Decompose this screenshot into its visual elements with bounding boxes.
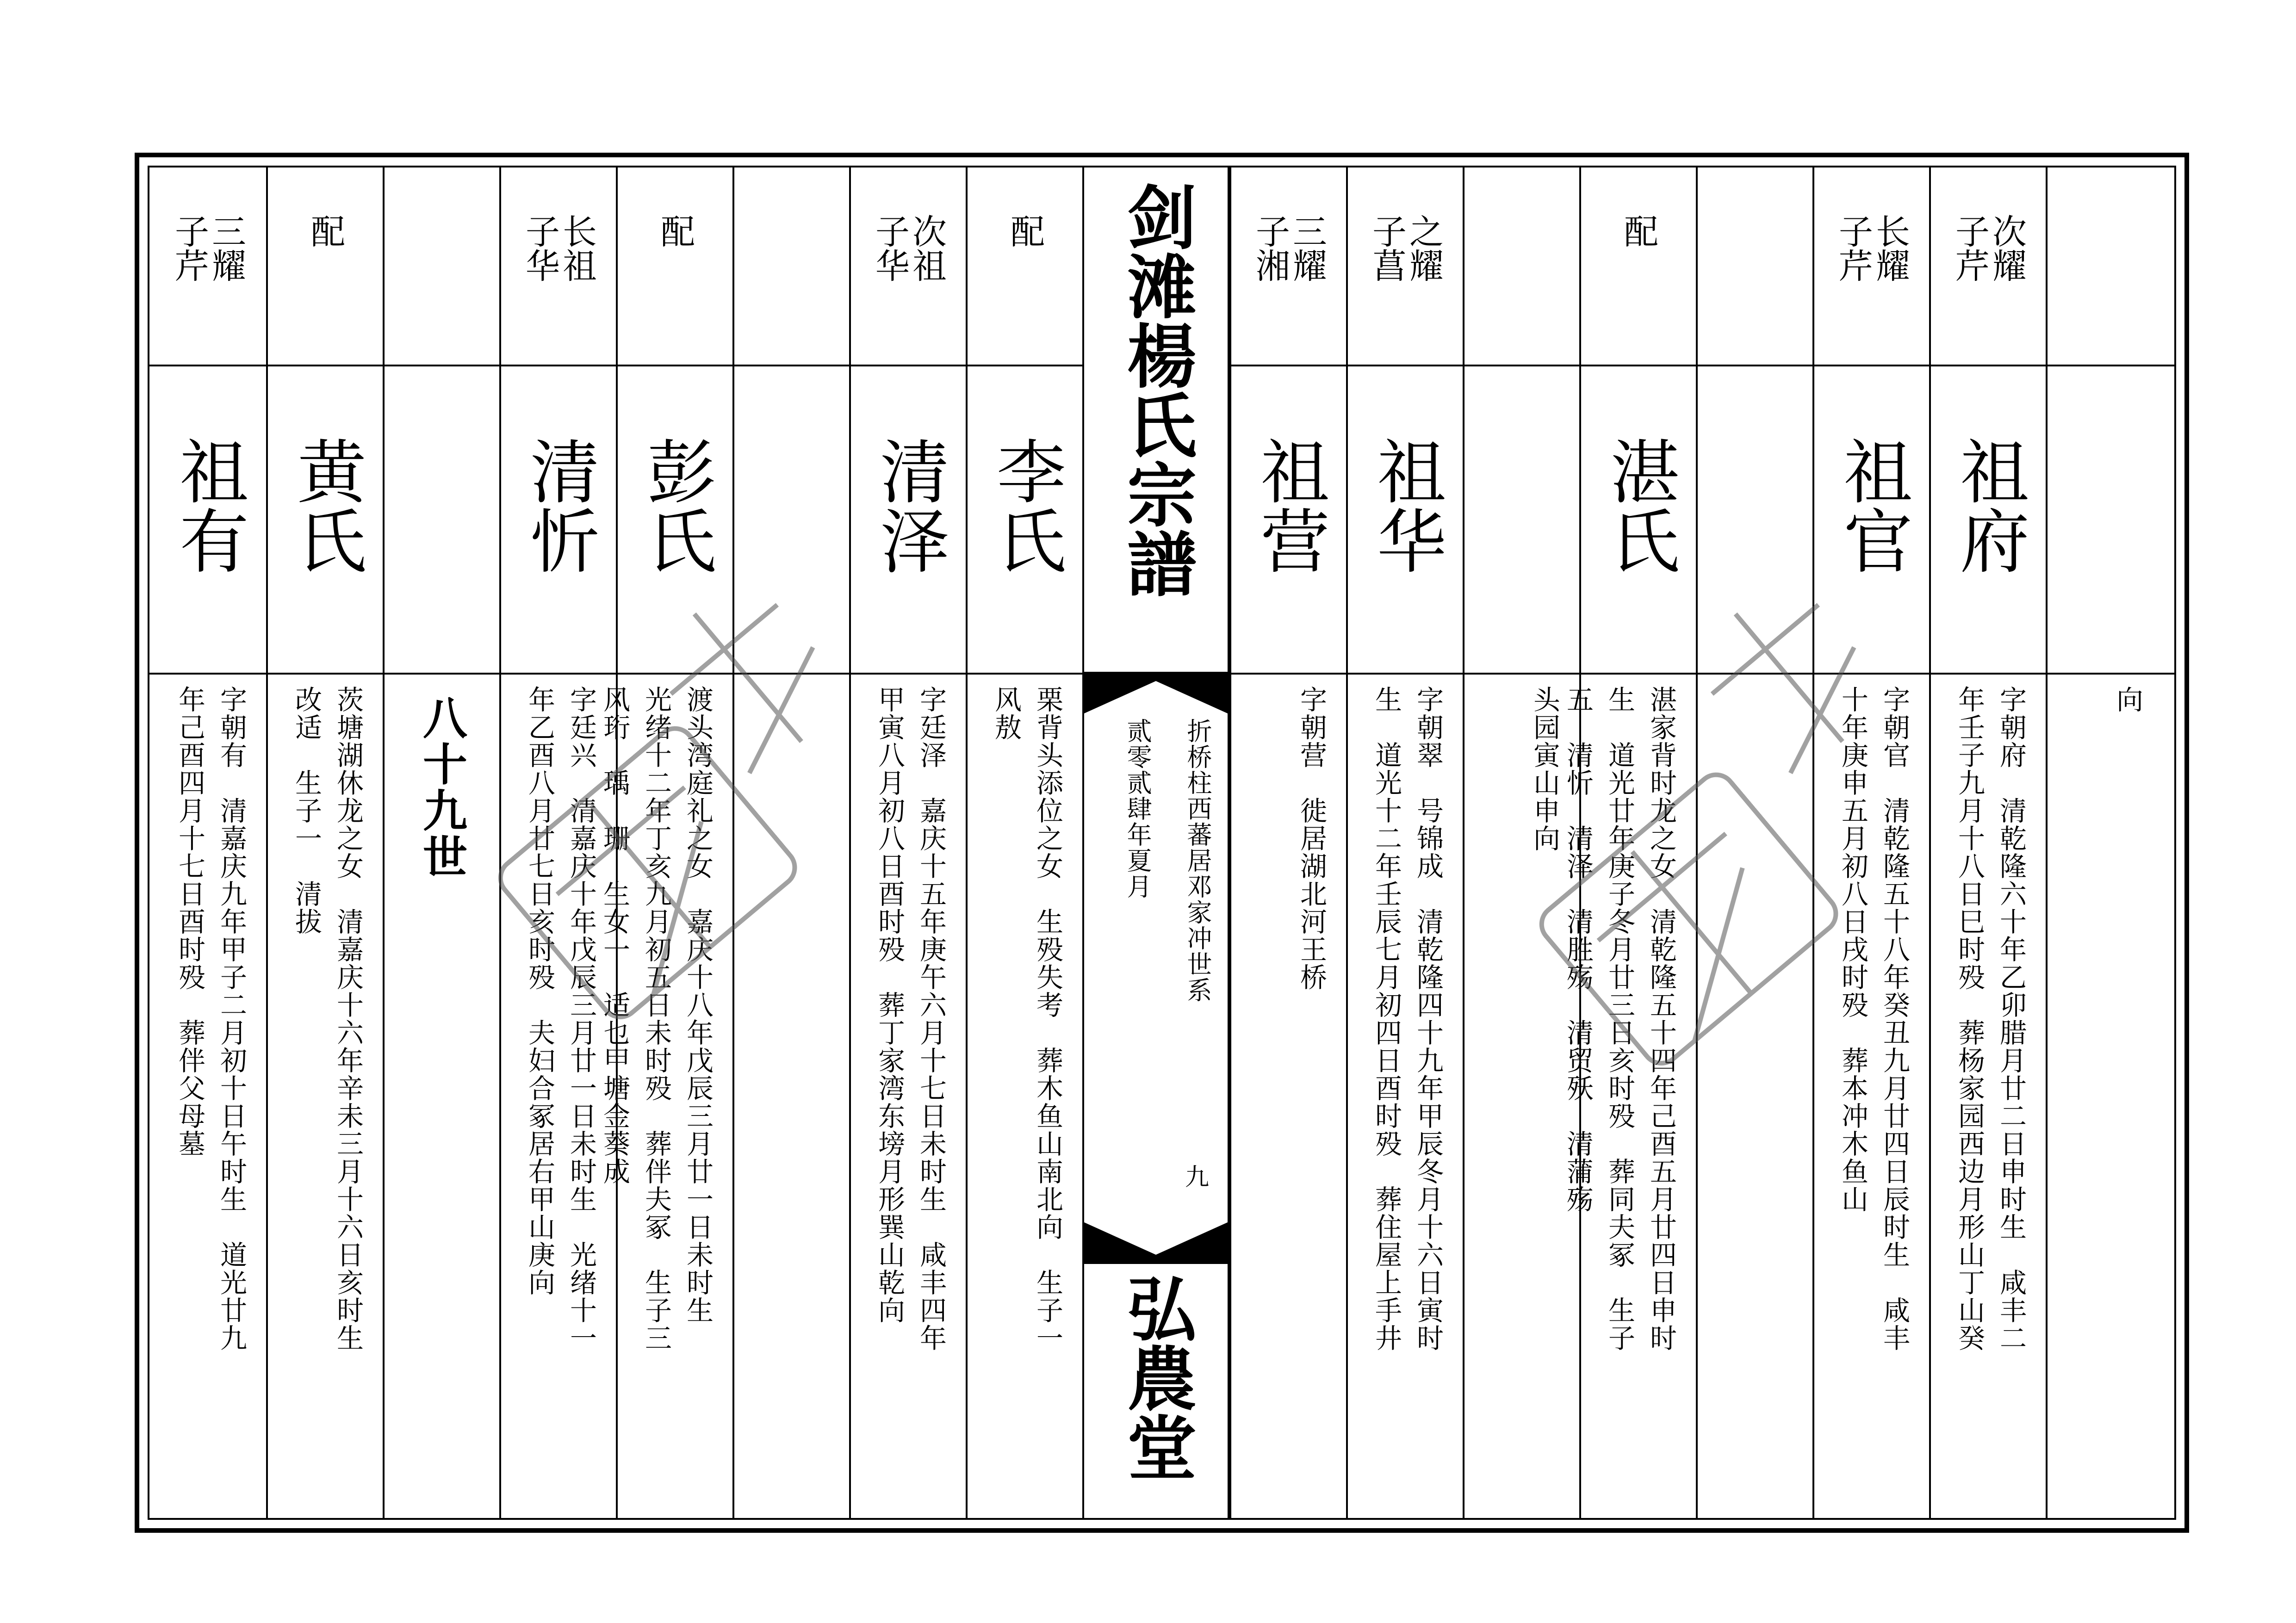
- person-details: 字廷泽 嘉庆十五年庚午六月十七日未时生 咸丰四年 甲寅八月初八日酉时殁 葬丁家湾东塝月形巽山乾向: [874, 686, 947, 1352]
- fish-tail-top-icon: [1084, 672, 1228, 713]
- book-spine: [1082, 167, 1229, 1518]
- person-name: 清忻: [518, 436, 599, 575]
- book-title: 剑滩楊氏宗譜: [1115, 181, 1197, 598]
- person-details: 字朝营 徙居湖北河王桥: [1296, 686, 1327, 991]
- relation-label: 次耀 子芹: [1950, 214, 2027, 282]
- relation-label: 配: [655, 214, 695, 248]
- hall-name: 弘農堂: [1115, 1273, 1197, 1481]
- person-name: 彭氏: [635, 436, 715, 575]
- person-details: 字朝官 清乾隆五十八年癸丑九月廿四日辰时生 咸丰 十年庚申五月初八日戌时殁 葬本冲木鱼山: [1837, 686, 1910, 1352]
- genealogy-column: [266, 167, 383, 1518]
- person-details: 渡头湾庭礼之女 嘉庆十八年戊辰三月廿一日未时生 光绪十二年丁亥九月初五日未时殁 葬伴夫冢 生子三 风珩 瑀 珊 生女一 适乜甲塘金葵成: [599, 686, 714, 1352]
- lineage-subtitle: 折桥柱西蕃居邓家冲世系: [1183, 718, 1212, 1003]
- genealogy-column: [966, 167, 1082, 1518]
- relation-label: 三耀 子湘: [1250, 214, 1327, 282]
- relation-label: 长耀 子芹: [1833, 214, 1910, 282]
- generation-label: 八十九世: [416, 695, 468, 880]
- person-name: 祖营: [1248, 436, 1329, 575]
- publish-date: 贰零贰肆年夏月: [1123, 718, 1152, 899]
- person-name: 祖官: [1831, 436, 1912, 575]
- person-name: 祖华: [1365, 436, 1446, 575]
- person-details: 头园寅山申向: [1529, 686, 1560, 852]
- person-details: 字朝府 清乾隆六十年乙卯腊月廿二日申时生 咸丰二 年壬子九月十八日巳时殁 葬杨家园西边月形山丁山癸: [1954, 686, 2027, 1352]
- person-details: 字廷兴 清嘉庆十年戊辰三月廿一日未时生 光绪十一 年乙酉八月廿七日亥时殁 夫妇合冢居右甲山庚向: [524, 686, 597, 1352]
- genealogy-column: [1346, 167, 1463, 1518]
- genealogy-column: [383, 167, 499, 1518]
- person-name: 祖有: [168, 436, 248, 575]
- relation-label: 配: [1619, 214, 1658, 248]
- genealogy-column: [1229, 167, 1346, 1518]
- genealogy-column: [599, 167, 732, 1518]
- genealogy-column: [1696, 167, 1812, 1518]
- person-details: 栗背头添位之女 生殁失考 葬木鱼山南北向 生子一 风敖: [990, 686, 1063, 1352]
- fish-tail-bottom-icon: [1084, 1222, 1228, 1264]
- page-frame: [148, 166, 2176, 1520]
- genealogy-page: [135, 153, 2189, 1533]
- person-name: 湛氏: [1598, 436, 1679, 575]
- person-name: 李氏: [985, 436, 1065, 575]
- genealogy-column: [1562, 167, 1696, 1518]
- genealogy-column: [732, 167, 849, 1518]
- person-details: 向: [2112, 686, 2143, 713]
- relation-label: 三耀 子芹: [169, 214, 246, 282]
- relation-label: 配: [1005, 214, 1045, 248]
- person-name: 黄氏: [285, 436, 366, 575]
- person-details: 茨塘湖休龙之女 清嘉庆十六年辛未三月十六日亥时生 改适 生子一 清拔: [291, 686, 364, 1352]
- relation-label: 配: [305, 214, 345, 248]
- page-number: 九: [1185, 1164, 1209, 1191]
- relation-label: 次祖 子华: [870, 214, 947, 282]
- genealogy-column: [1812, 167, 1929, 1518]
- relation-label: 之耀 子菖: [1367, 214, 1444, 282]
- person-details: 湛家背时龙之女 清乾隆五十四年己酉五月廿四日申时 生 道光廿年庚子冬月廿三日亥时殁 葬同夫冢 生子 五 清忻 清泽 清胜殇 清贸殀 清蒲殇: [1562, 686, 1677, 1352]
- genealogy-column: [149, 167, 266, 1518]
- relation-label: 长祖 子华: [520, 214, 597, 282]
- genealogy-column: [2046, 167, 2162, 1518]
- person-details: 字朝有 清嘉庆九年甲子二月初十日午时生 道光廿九 年己酉四月十七日酉时殁 葬伴父母墓: [174, 686, 247, 1352]
- genealogy-column: [849, 167, 966, 1518]
- person-name: 清泽: [868, 436, 949, 575]
- genealogy-column: [1929, 167, 2046, 1518]
- person-name: 祖府: [1948, 436, 2029, 575]
- person-details: 字朝翠 号锦成 清乾隆四十九年甲辰冬月十六日寅时 生 道光十二年壬辰七月初四日酉时殁 葬住屋上手井: [1371, 686, 1444, 1352]
